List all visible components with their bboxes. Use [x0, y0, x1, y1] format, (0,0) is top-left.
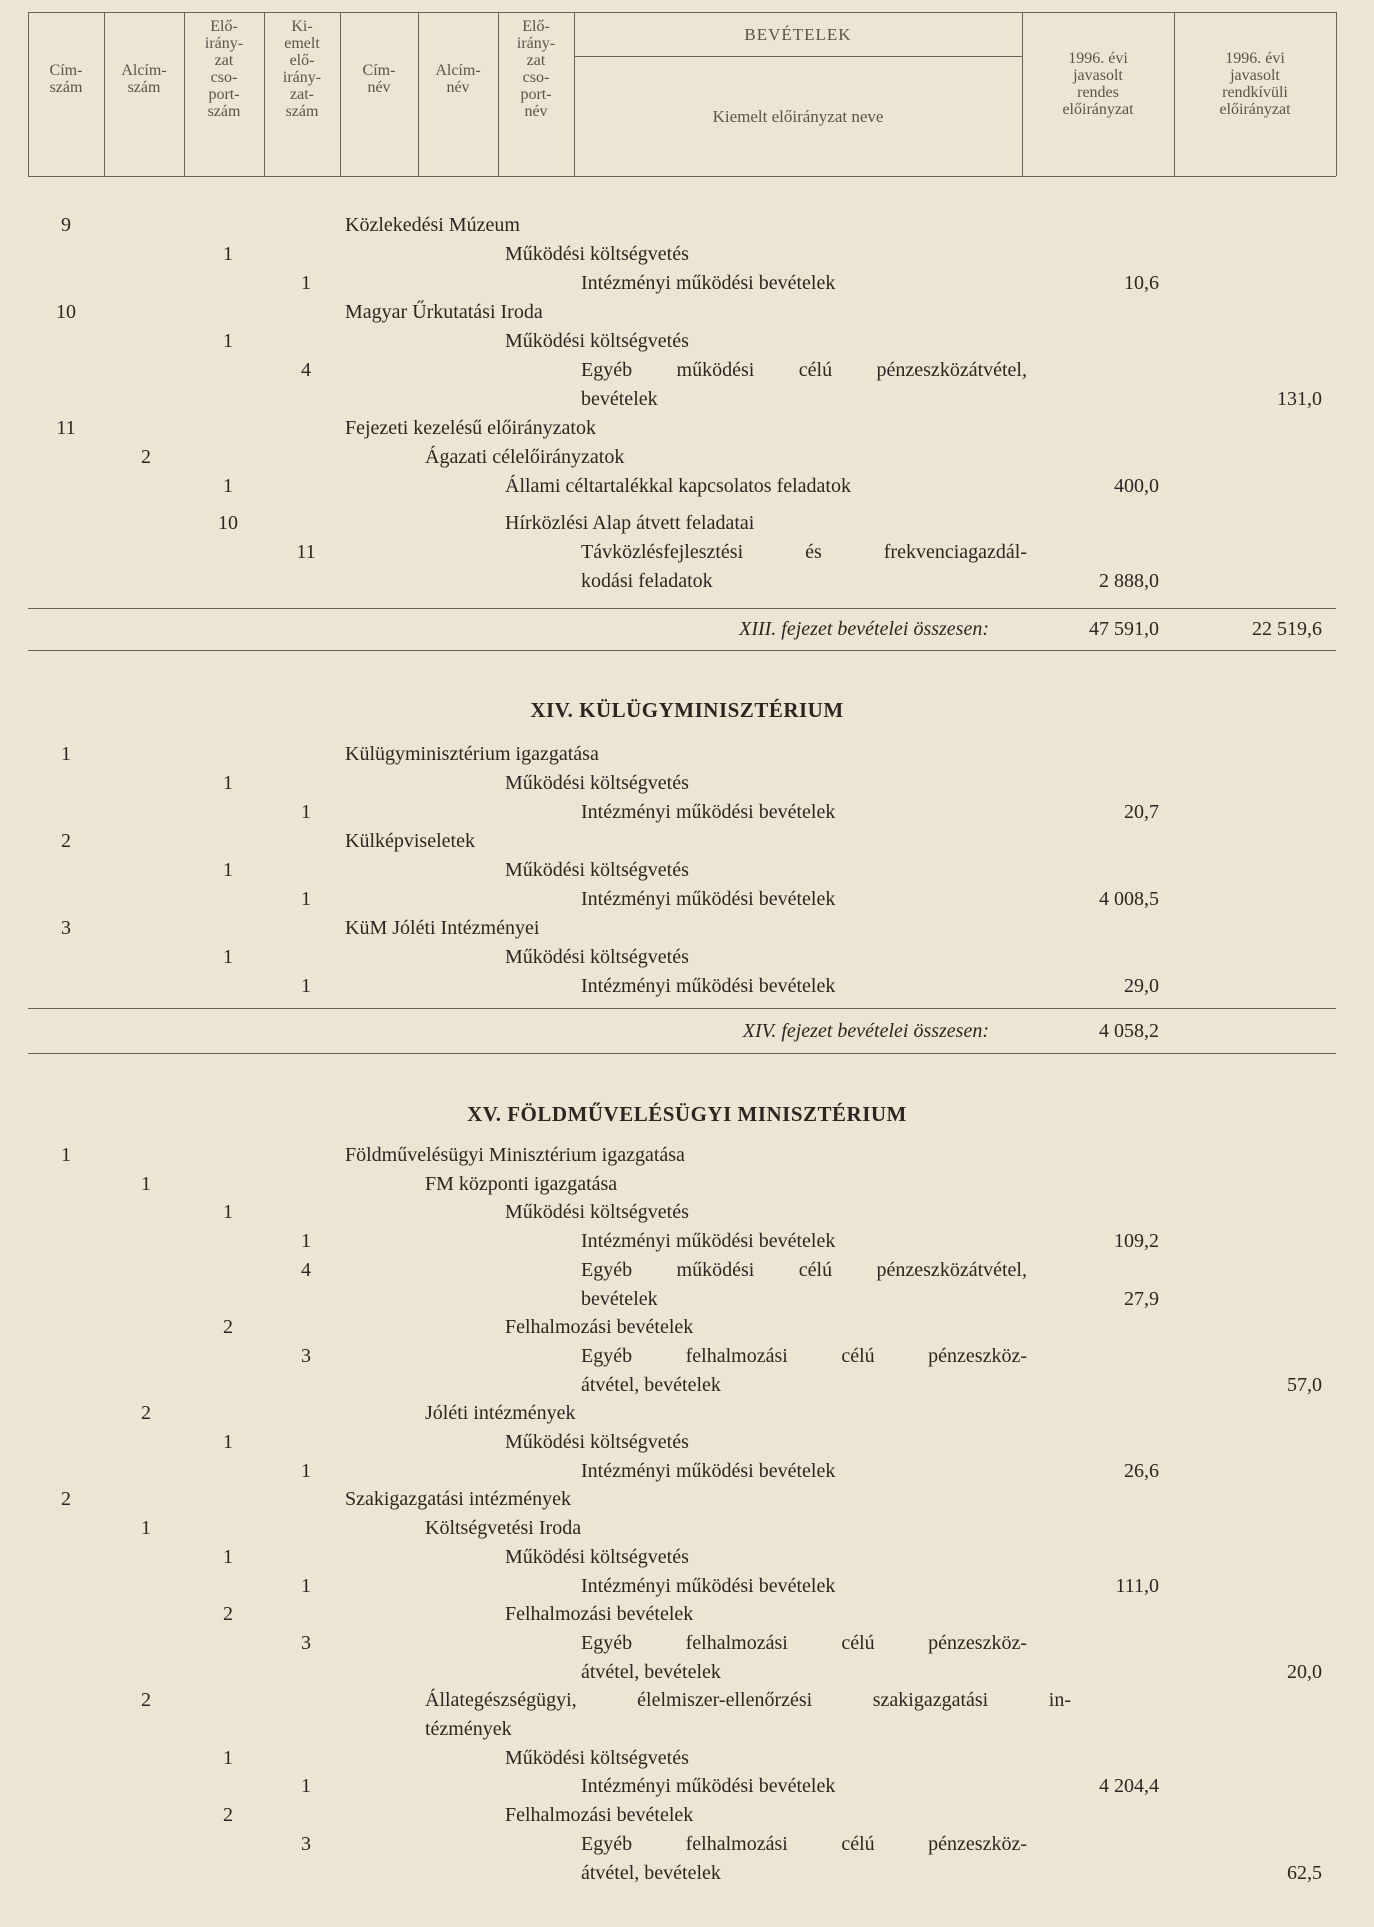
- table-row: [0, 1171, 1374, 1198]
- eloiranyzat-csoport-szam: 1: [223, 859, 233, 881]
- row-name: Intézményi működési bevételek: [581, 1574, 836, 1597]
- table-row: [0, 539, 1374, 566]
- row-name: Állami céltartalékkal kapcsolatos feladatok: [505, 475, 851, 497]
- table-row: [0, 1486, 1374, 1513]
- kiemelt-eloiranyzat-szam: 1: [301, 975, 311, 997]
- table-row: [0, 1745, 1374, 1772]
- cim-szam: 10: [56, 301, 76, 323]
- table-row: [0, 357, 1374, 384]
- alcim-szam: 1: [141, 1172, 151, 1195]
- table-row: [0, 299, 1374, 326]
- row-name: kodási feladatok: [581, 570, 713, 592]
- row-name: átvétel, bevételek: [581, 1373, 721, 1396]
- eloiranyzat-csoport-szam: 1: [223, 946, 233, 968]
- row-name: Távközlésfejlesztési és frekvenciagazdál-: [581, 541, 1027, 563]
- table-row: [0, 1372, 1374, 1399]
- alcim-szam: 2: [141, 1402, 151, 1425]
- table-row: [0, 1286, 1374, 1313]
- alcim-szam: 2: [141, 446, 151, 468]
- rendes-value: 10,6: [1124, 272, 1159, 294]
- row-name: Felhalmozási bevételek: [505, 1316, 694, 1339]
- table-row: [0, 799, 1374, 826]
- eloiranyzat-csoport-szam: 1: [223, 1201, 233, 1224]
- row-name: Intézményi működési bevételek: [581, 1459, 836, 1482]
- row-name: bevételek: [581, 388, 658, 410]
- header-rendes-eloiranyzat: 1996. évi javasolt rendes előirányzat: [1062, 50, 1134, 118]
- row-name: Hírközlési Alap átvett feladatai: [505, 512, 755, 534]
- table-row: [0, 568, 1374, 595]
- total-label: XIV. fejezet bevételei összesen:: [742, 1020, 989, 1042]
- row-name: FM központi igazgatása: [425, 1172, 618, 1195]
- kiemelt-eloiranyzat-szam: 1: [301, 1574, 311, 1597]
- kiemelt-eloiranyzat-szam: 3: [301, 1832, 311, 1855]
- rendes-value: 26,6: [1124, 1459, 1159, 1482]
- row-name: Működési költségvetés: [505, 1545, 689, 1568]
- kiemelt-eloiranyzat-szam: 11: [296, 541, 316, 563]
- row-name: Egyéb működési célú pénzeszközátvétel,: [581, 359, 1027, 381]
- row-name: Külügyminisztérium igazgatása: [345, 743, 599, 765]
- eloiranyzat-csoport-szam: 1: [223, 1545, 233, 1568]
- eloiranyzat-csoport-szam: 1: [223, 772, 233, 794]
- header-rendkivuli-eloiranyzat: 1996. évi javasolt rendkívüli előirányzat: [1219, 50, 1291, 118]
- header-eloiranyzat-csoport-nev: Elő- irány- zat cso- port- név: [516, 18, 556, 120]
- row-name: Intézményi működési bevételek: [581, 888, 836, 910]
- rendkivuli-value: 131,0: [1277, 388, 1322, 410]
- table-row: [0, 1429, 1374, 1456]
- table-row: [0, 944, 1374, 971]
- section-title-xv: XV. FÖLDMŰVELÉSÜGYI MINISZTÉRIUM: [467, 1102, 907, 1126]
- cim-szam: 2: [61, 830, 71, 852]
- eloiranyzat-csoport-szam: 1: [223, 1746, 233, 1769]
- row-name: Intézményi működési bevételek: [581, 801, 836, 823]
- table-row: [0, 1687, 1374, 1714]
- kiemelt-eloiranyzat-szam: 3: [301, 1344, 311, 1367]
- table-row: [0, 857, 1374, 884]
- total-rendkivuli: 22 519,6: [1252, 618, 1322, 640]
- eloiranyzat-csoport-szam: 1: [223, 1431, 233, 1453]
- row-name: Működési költségvetés: [505, 243, 689, 265]
- eloiranyzat-csoport-szam: 1: [223, 475, 233, 497]
- rendes-value: 27,9: [1124, 1287, 1159, 1310]
- table-row: [0, 1257, 1374, 1284]
- row-name: Működési költségvetés: [505, 330, 689, 352]
- table-row: [0, 1142, 1374, 1169]
- eloiranyzat-csoport-szam: 1: [223, 243, 233, 265]
- divider: [28, 608, 1336, 609]
- table-row: [0, 1228, 1374, 1255]
- row-name: Működési költségvetés: [505, 859, 689, 881]
- rendkivuli-value: 20,0: [1287, 1660, 1322, 1683]
- table-row: [0, 212, 1374, 239]
- header-kiemelt-eloiranyzat-neve: Kiemelt előirányzat neve: [712, 107, 884, 126]
- table-row: [0, 770, 1374, 797]
- row-name: Intézményi működési bevételek: [581, 975, 836, 997]
- eloiranyzat-csoport-szam: 1: [223, 330, 233, 352]
- table-row: [0, 1773, 1374, 1800]
- kiemelt-eloiranyzat-szam: 1: [301, 1230, 311, 1253]
- row-name: bevételek: [581, 1287, 658, 1310]
- cim-szam: 9: [61, 214, 71, 236]
- eloiranyzat-csoport-szam: 2: [223, 1804, 233, 1827]
- cim-szam: 1: [61, 1144, 71, 1166]
- total-label: XIII. fejezet bevételei összesen:: [739, 618, 989, 640]
- total-rendes: 4 058,2: [1099, 1020, 1159, 1042]
- divider: [28, 1053, 1336, 1054]
- table-row: [0, 1515, 1374, 1542]
- divider: [28, 1008, 1336, 1009]
- cim-szam: 2: [61, 1488, 71, 1511]
- header-cim-szam: Cím- szám: [49, 62, 83, 96]
- table-row: [0, 1716, 1374, 1743]
- row-name: Intézményi működési bevételek: [581, 1775, 836, 1798]
- table-row: [0, 270, 1374, 297]
- eloiranyzat-csoport-szam: 2: [223, 1316, 233, 1339]
- table-row: [0, 1458, 1374, 1485]
- row-name: Közlekedési Múzeum: [345, 214, 520, 236]
- table-row: [0, 444, 1374, 471]
- row-name: Működési költségvetés: [505, 1431, 689, 1453]
- table-row: [0, 1199, 1374, 1226]
- row-name: Működési költségvetés: [505, 946, 689, 968]
- row-name: Ágazati célelőirányzatok: [425, 446, 625, 468]
- table-row: [0, 973, 1374, 1000]
- row-name: Felhalmozási bevételek: [505, 1804, 694, 1827]
- row-name: Intézményi működési bevételek: [581, 272, 836, 294]
- row-name: Fejezeti kezelésű előirányzatok: [345, 417, 596, 439]
- alcim-szam: 1: [141, 1517, 151, 1540]
- table-row: [0, 1314, 1374, 1341]
- kiemelt-eloiranyzat-szam: 4: [301, 1258, 311, 1281]
- rendes-value: 109,2: [1114, 1230, 1159, 1253]
- eloiranyzat-csoport-szam: 10: [218, 512, 238, 534]
- table-row: [0, 1573, 1374, 1600]
- row-name: Intézményi működési bevételek: [581, 1230, 836, 1253]
- row-name: Működési költségvetés: [505, 772, 689, 794]
- divider: [28, 650, 1336, 651]
- table-row: [0, 473, 1374, 500]
- header-cim-nev: Cím- név: [362, 62, 396, 96]
- header-kiemelt-eloiranyzat-szam: Ki- emelt elő- irány- zat- szám: [282, 18, 322, 120]
- row-name: Egyéb felhalmozási célú pénzeszköz-: [581, 1344, 1027, 1367]
- table-row: [0, 1343, 1374, 1370]
- rendkivuli-value: 57,0: [1287, 1373, 1322, 1396]
- table-row: [0, 1400, 1374, 1427]
- table-row: [0, 1802, 1374, 1829]
- row-name: Működési költségvetés: [505, 1746, 689, 1769]
- row-name: átvétel, bevételek: [581, 1660, 721, 1683]
- row-name: Földművelésügyi Minisztérium igazgatása: [345, 1144, 685, 1166]
- rendes-value: 4 008,5: [1099, 888, 1159, 910]
- row-name: Felhalmozási bevételek: [505, 1603, 694, 1626]
- rendes-value: 400,0: [1114, 475, 1159, 497]
- table-row: [0, 741, 1374, 768]
- row-name: Egyéb felhalmozási célú pénzeszköz-: [581, 1832, 1027, 1855]
- cim-szam: 1: [61, 743, 71, 765]
- row-name: Jóléti intézmények: [425, 1402, 576, 1425]
- table-row: [0, 1630, 1374, 1657]
- row-name: KüM Jóléti Intézményei: [345, 917, 540, 939]
- kiemelt-eloiranyzat-szam: 1: [301, 1459, 311, 1482]
- kiemelt-eloiranyzat-szam: 4: [301, 359, 311, 381]
- table-row: [0, 1659, 1374, 1686]
- rendkivuli-value: 62,5: [1287, 1861, 1322, 1884]
- kiemelt-eloiranyzat-szam: 1: [301, 801, 311, 823]
- rendes-value: 29,0: [1124, 975, 1159, 997]
- kiemelt-eloiranyzat-szam: 1: [301, 1775, 311, 1798]
- table-row: [0, 1831, 1374, 1858]
- table-row: [0, 328, 1374, 355]
- rendes-value: 20,7: [1124, 801, 1159, 823]
- cim-szam: 11: [56, 417, 76, 439]
- eloiranyzat-csoport-szam: 2: [223, 1603, 233, 1626]
- table-row: [0, 1601, 1374, 1628]
- kiemelt-eloiranyzat-szam: 3: [301, 1631, 311, 1654]
- header-alcim-nev: Alcím- név: [435, 62, 481, 96]
- table-row: [0, 510, 1374, 537]
- row-name: Működési költségvetés: [505, 1201, 689, 1224]
- row-name: Egyéb felhalmozási célú pénzeszköz-: [581, 1631, 1027, 1654]
- header-alcim-szam: Alcím- szám: [121, 62, 167, 96]
- table-row: [0, 386, 1374, 413]
- kiemelt-eloiranyzat-szam: 1: [301, 888, 311, 910]
- rendes-value: 111,0: [1115, 1574, 1159, 1597]
- row-name: tézmények: [425, 1718, 512, 1740]
- row-name: Egyéb működési célú pénzeszközátvétel,: [581, 1258, 1027, 1281]
- cim-szam: 3: [61, 917, 71, 939]
- alcim-szam: 2: [141, 1689, 151, 1712]
- table-row: [0, 415, 1374, 442]
- total-row-xiv: [0, 1018, 1374, 1045]
- kiemelt-eloiranyzat-szam: 1: [301, 272, 311, 294]
- rendes-value: 4 204,4: [1099, 1775, 1159, 1798]
- header-eloiranyzat-csoport-szam: Elő- irány- zat cso- port- szám: [204, 18, 244, 120]
- table-row: [0, 886, 1374, 913]
- row-name: Költségvetési Iroda: [425, 1517, 582, 1540]
- row-name: Szakigazgatási intézmények: [345, 1488, 572, 1511]
- row-name: Külképviseletek: [345, 830, 475, 852]
- table-row: [0, 1544, 1374, 1571]
- section-title-xiv: XIV. KÜLÜGYMINISZTÉRIUM: [530, 698, 844, 722]
- table-row: [0, 1860, 1374, 1887]
- header-bevetelek: BEVÉTELEK: [744, 25, 852, 44]
- table-row: [0, 241, 1374, 268]
- row-name: Állategészségügyi, élelmiszer-ellenőrzési szakigazgatási in-: [425, 1689, 1071, 1712]
- total-rendes: 47 591,0: [1089, 618, 1159, 640]
- row-name: Magyar Űrkutatási Iroda: [345, 301, 543, 323]
- rendes-value: 2 888,0: [1099, 570, 1159, 592]
- row-name: átvétel, bevételek: [581, 1861, 721, 1884]
- table-row: [0, 915, 1374, 942]
- table-row: [0, 828, 1374, 855]
- total-row-xiii: [0, 616, 1374, 643]
